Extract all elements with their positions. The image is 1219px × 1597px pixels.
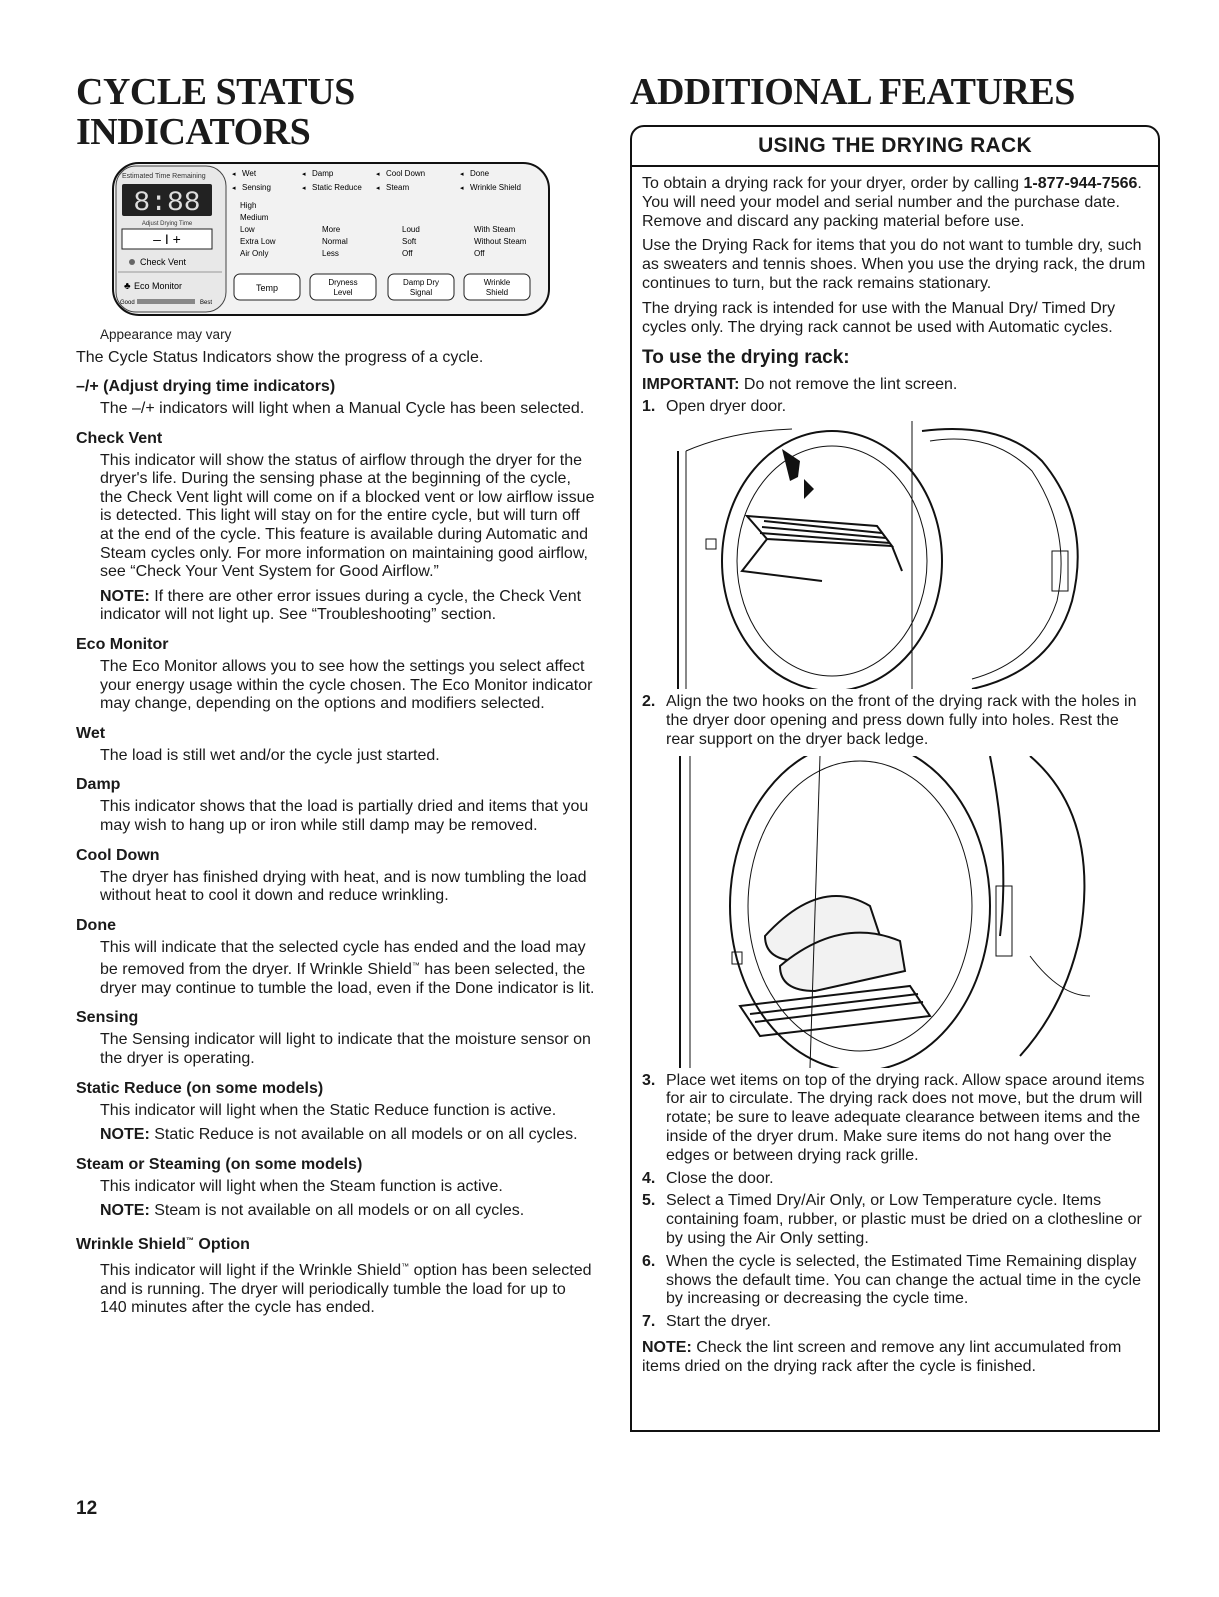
term-check-vent: Check Vent xyxy=(76,429,163,447)
right-column xyxy=(630,72,1162,1432)
rack-subheading: To use the drying rack: xyxy=(642,347,850,369)
status-dot: ◂ xyxy=(460,171,464,178)
desc-steam: This indicator will light when the Steam function is active. xyxy=(100,1177,503,1195)
display-digits: 8:88 xyxy=(133,188,201,219)
temp-level-label: Low xyxy=(240,225,255,234)
desc-static-reduce: This indicator will light when the Static Reduce function is active. xyxy=(100,1101,557,1119)
status-dot: ◂ xyxy=(376,171,380,178)
status-label: Static Reduce xyxy=(312,183,362,192)
page-number: 12 xyxy=(76,1498,98,1519)
best-label: Best xyxy=(200,300,213,306)
left-column xyxy=(76,72,596,1318)
steam-level-label: With Steam xyxy=(474,225,516,234)
eco-monitor-label: Eco Monitor xyxy=(134,281,183,291)
step-6: 6. When the cycle is selected, the Estimated Time Remaining display shows the default time. You can change the actual time in the cycle by increasing or decreasing the cycle time. xyxy=(642,1252,1141,1308)
signal-level-label: Loud xyxy=(402,225,420,234)
dryness-level-label: Normal xyxy=(322,237,348,246)
adjust-label: Adjust Drying Time xyxy=(141,221,193,227)
status-dot: ◂ xyxy=(460,185,464,192)
cycle-status-title: CYCLE STATUS INDICATORS xyxy=(76,71,355,153)
term-cool-down: Cool Down xyxy=(76,846,160,864)
desc-sensing: The Sensing indicator will light to indicate that the moisture sensor on the dryer is operating. xyxy=(100,1031,591,1068)
status-label: Damp xyxy=(312,169,334,178)
term-static-reduce: Static Reduce (on some models) xyxy=(76,1079,324,1097)
rack-with-shoes-illustration xyxy=(670,756,1090,1068)
status-dot: ◂ xyxy=(302,171,306,178)
intro-text: The Cycle Status Indicators show the progress of a cycle. xyxy=(76,349,484,366)
eco-monitor-bar xyxy=(137,299,195,304)
note-static-reduce: NOTE: Static Reduce is not available on all models or on all cycles. xyxy=(100,1126,578,1144)
note-steam: NOTE: Steam is not available on all models or on all cycles. xyxy=(100,1202,525,1220)
phone-number: 1-877-944-7566 xyxy=(1023,175,1138,192)
final-note: NOTE: Check the lint screen and remove any lint accumulated from items dried on the drying rack after the cycle is finished. xyxy=(642,1338,1122,1375)
status-dot: ◂ xyxy=(376,185,380,192)
term-steam: Steam or Steaming (on some models) xyxy=(76,1155,363,1173)
status-label: Wrinkle Shield xyxy=(470,183,521,192)
steam-level-label: Off xyxy=(474,249,485,258)
temp-level-label: Air Only xyxy=(240,249,269,258)
rack-para-cycles: The drying rack is intended for use with the Manual Dry/ Timed Dry cycles only. The drying rack cannot be used with Automatic cycles. xyxy=(642,299,1116,336)
note-label: NOTE: xyxy=(100,587,150,605)
term-wrinkle-shield: Wrinkle Shield™ Option xyxy=(76,1236,250,1254)
step-2: 2. Align the two hooks on the front of the drying rack with the holes in the dryer door opening and press down fully into holes. Rest the rear support on the dryer back ledge. xyxy=(642,693,1137,748)
temp-level-label: Extra Low xyxy=(240,237,276,246)
panel-button-label: Signal xyxy=(409,288,433,297)
check-vent-label: Check Vent xyxy=(140,257,187,267)
signal-level-label: Off xyxy=(402,249,413,258)
desc-wrinkle-shield: This indicator will light if the Wrinkle Shield™ option has been selected and is running. The dryer will periodically tumble the load for up to 140 minutes after the cycle has ended. xyxy=(100,1262,592,1317)
term-adjust: –/+ (Adjust drying time indicators) xyxy=(76,378,336,395)
dryer-door-open-illustration xyxy=(672,421,1092,689)
step-4: 4. Close the door. xyxy=(642,1169,774,1187)
term-wet: Wet xyxy=(76,724,106,742)
rack-para-order: To obtain a drying rack for your dryer, order by calling 1-877-944-7566. You will need your model and serial number and the purchase date. Remove and discard any packing material before use. xyxy=(642,175,1142,230)
desc-wet: The load is still wet and/or the cycle just started. xyxy=(100,746,440,764)
dryness-level-label: More xyxy=(322,225,341,234)
good-label: Good xyxy=(120,300,135,306)
panel-button-label: Wrinkle xyxy=(483,278,511,287)
control-panel-illustration xyxy=(112,162,550,316)
desc-done: This will indicate that the selected cycle has ended and the load may be removed from the dryer. If Wrinkle Shield™ has been selected, the dryer may continue to tumble the load, even if the Done indicator is lit. xyxy=(100,938,595,997)
important-note: IMPORTANT: Do not remove the lint screen. xyxy=(642,376,958,394)
drying-rack-heading: USING THE DRYING RACK xyxy=(632,127,1158,167)
temp-level-label: Medium xyxy=(240,213,269,222)
status-dot: ◂ xyxy=(232,185,236,192)
status-label: Done xyxy=(470,169,490,178)
signal-level-label: Soft xyxy=(402,237,417,246)
dryness-level-label: Less xyxy=(322,249,339,258)
status-label: Cool Down xyxy=(386,169,426,178)
steam-level-label: Without Steam xyxy=(474,237,527,246)
rack-para-use: Use the Drying Rack for items that you do not want to tumble dry, such as sweaters and tennis shoes. When you use the drying rack, the drum continues to turn, but the rack remains stationary. xyxy=(642,237,1146,292)
term-damp: Damp xyxy=(76,776,121,794)
panel-button-label: Shield xyxy=(485,288,509,297)
panel-button-label: Dryness xyxy=(328,278,358,287)
leaf-icon: ♣ xyxy=(124,281,131,292)
term-done: Done xyxy=(76,916,116,934)
panel-button-label: Damp Dry xyxy=(402,278,440,287)
status-label: Wet xyxy=(242,169,257,178)
desc-check-vent: This indicator will show the status of airflow through the dryer for the dryer's life. During the sensing phase at the beginning of the cycle, the Check Vent light will come on if a blocked vent or low airflow issue is detected. This light will stay on for the entire cycle, but will turn off at the end of the cycle. This feature is available during Automatic and Steam cycles only. For more information on maintaining good airflow, see “Check Your Vent System for Good Airflow.” xyxy=(100,451,595,581)
step-5: 5. Select a Timed Dry/Air Only, or Low Temperature cycle. Items containing foam, rubber, or plastic must be dried on a clothesline or by using the Air Only setting. xyxy=(642,1192,1142,1247)
drying-rack-box xyxy=(630,125,1160,1432)
status-label: Sensing xyxy=(242,183,271,192)
temp-level-label: High xyxy=(240,201,257,210)
desc-adjust: The –/+ indicators will light when a Manual Cycle has been selected. xyxy=(100,400,585,417)
step-3: 3. Place wet items on top of the drying rack. Allow space around items for air to circulate. The drying rack does not move, but the drum will rotate; be sure to leave adequate clearance between items and the inside of the dryer drum. Make sure items do not hang over the edges or between drying rack grille. xyxy=(642,1071,1145,1164)
check-vent-icon xyxy=(129,259,135,265)
desc-cool-down: The dryer has finished drying with heat, and is now tumbling the load without heat to cool it down and reduce wrinkling. xyxy=(100,868,587,905)
status-label: Steam xyxy=(386,183,410,192)
additional-features-title: ADDITIONAL FEATURES xyxy=(630,71,1075,113)
term-sensing: Sensing xyxy=(76,1009,139,1027)
desc-damp: This indicator shows that the load is partially dried and items that you may wish to hang up or iron while still damp may be removed. xyxy=(100,798,589,834)
status-dot: ◂ xyxy=(232,171,236,178)
desc-eco-monitor: The Eco Monitor allows you to see how the settings you select affect your energy usage within the cycle chosen. The Eco Monitor indicator may change, depending on the options and modifiers selected. xyxy=(100,657,593,713)
step-7: 7. Start the dryer. xyxy=(642,1313,771,1331)
note-check-vent: NOTE: If there are other error issues during a cycle, the Check Vent indicator will not light up. See “Troubleshooting” section. xyxy=(100,587,582,624)
status-dot: ◂ xyxy=(302,185,306,192)
minus-plus: – I + xyxy=(153,231,181,247)
term-eco-monitor: Eco Monitor xyxy=(76,635,169,653)
panel-caption: Appearance may vary xyxy=(100,327,232,342)
est-time-label: Estimated Time Remaining xyxy=(122,173,206,180)
panel-button-label: Level xyxy=(333,288,353,297)
step-1: 1. Open dryer door. xyxy=(642,398,787,416)
panel-button-label: Temp xyxy=(255,283,279,293)
